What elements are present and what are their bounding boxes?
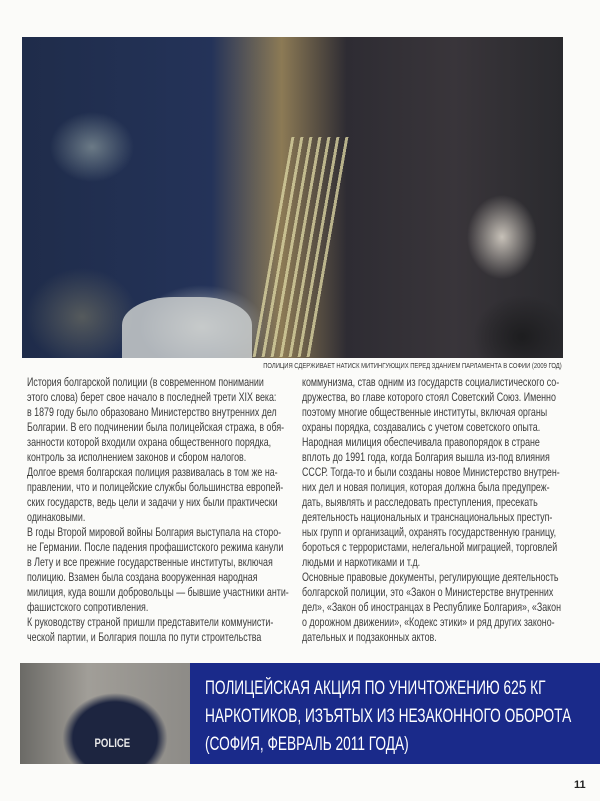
text-line: Болгарии. В его подчинении была полицейская стража, в обя- (27, 420, 285, 434)
text-line: одинаковыми. (27, 510, 86, 524)
text-line: Долгое время болгарская полиция развивалась в том же на- (27, 465, 278, 479)
text-line: коммунизма, став одним из государств социалистического со- (302, 375, 560, 389)
text-line: в Лету и все прежние государственные институты, включая (27, 555, 273, 569)
text-line: людьми и наркотиками и т.д. (302, 555, 421, 569)
text-line: дружества, во главе которого стоял Советский Союз. Именно (302, 390, 556, 404)
text-line: контроль за исполнением законов и сбором налогов. (27, 450, 247, 464)
text-line: ческой партии, и Болгария пошла по пути строительства (27, 630, 262, 644)
text-line: не Германии. После падения профашистского режима канули (27, 540, 284, 554)
text-line: милиция, куда вошли добровольцы — бывшие участники анти- (27, 585, 289, 599)
riot-shield (122, 297, 252, 358)
text-line: в 1879 году было образовано Министерство внутренних дел (27, 405, 277, 419)
text-line: болгарской полиции, это «Закон о Министерстве внутренних (302, 585, 554, 599)
photo-caption: ПОЛИЦИЯ СДЕРЖИВАЕТ НАТИСК МИТИНГУЮЩИХ ПЕРЕД ЗДАНИЕМ ПАРЛАМЕНТА В СОФИИ (2009 ГОД) (263, 361, 562, 370)
feature-banner (20, 663, 600, 764)
text-line: этого слова) берет свое начало в последней трети XIX века: (27, 390, 277, 404)
text-line: вплоть до 1991 года, когда Болгария вышла из-под влияния (302, 450, 550, 464)
banner-photo (20, 663, 190, 764)
banner-line: НАРКОТИКОВ, ИЗЪЯТЫХ ИЗ НЕЗАКОННОГО ОБОРОТА (205, 706, 572, 727)
text-line: охраны порядка, создавались с учетом советского опыта. (302, 420, 541, 434)
banner-line: ПОЛИЦЕЙСКАЯ АКЦИЯ ПО УНИЧТОЖЕНИЮ 625 КГ (205, 678, 546, 699)
text-line: полицию. Взамен была создана вооруженная народная (27, 570, 258, 584)
text-line: бороться с террористами, нелегальной миграцией, торговлей (302, 540, 558, 554)
text-line: деятельность национальных и транснациональных преступ- (302, 510, 553, 524)
text-line: ных групп и организаций, охранять государственную границу, (302, 525, 557, 539)
text-line: К руководству страной пришли представители коммунисти- (27, 615, 274, 629)
text-line: СССР. Тогда-то и были созданы новое Министерство внутрен- (302, 465, 560, 479)
police-jacket-label: POLICE (94, 736, 131, 750)
text-line: занности которой входили охрана общественного порядка, (27, 435, 272, 449)
text-line: ских государств, ведь цели и задачи у них были практически (27, 495, 278, 509)
text-line: Народная милиция обеспечивала правопорядок в стране (302, 435, 540, 449)
banner-line: (СОФИЯ, ФЕВРАЛЬ 2011 ГОДА) (205, 734, 409, 755)
text-line: о дорожном движении», «Кодекс этики» и ряд других законо- (302, 615, 555, 629)
text-line: Основные правовые документы, регулирующие деятельность (302, 570, 559, 584)
text-line: правлении, что и полицейские службы большинства европей- (27, 480, 284, 494)
text-line: дел», «Закон об иностранцах в Республике Болгария», «Закон (302, 600, 561, 614)
protest-photo (22, 37, 563, 358)
page-number: 11 (574, 779, 586, 791)
right-text-column (302, 375, 570, 645)
text-line: дательных и подзаконных актов. (302, 630, 437, 644)
text-line: поэтому многие общественные институты, включая органы (302, 405, 548, 419)
text-line: них дел и новая полиция, которая должна была предупреж- (302, 480, 550, 494)
barrier-fence (253, 137, 352, 357)
text-line: дать, выявлять и расследовать преступления, пресекать (302, 495, 538, 509)
banner-caption-box (190, 663, 600, 764)
left-text-column (27, 375, 295, 645)
text-line: В годы Второй мировой войны Болгария выступала на сторо- (27, 525, 282, 539)
text-line: фашистского сопротивления. (27, 600, 149, 614)
text-line: История болгарской полиции (в современном понимании (27, 375, 264, 389)
